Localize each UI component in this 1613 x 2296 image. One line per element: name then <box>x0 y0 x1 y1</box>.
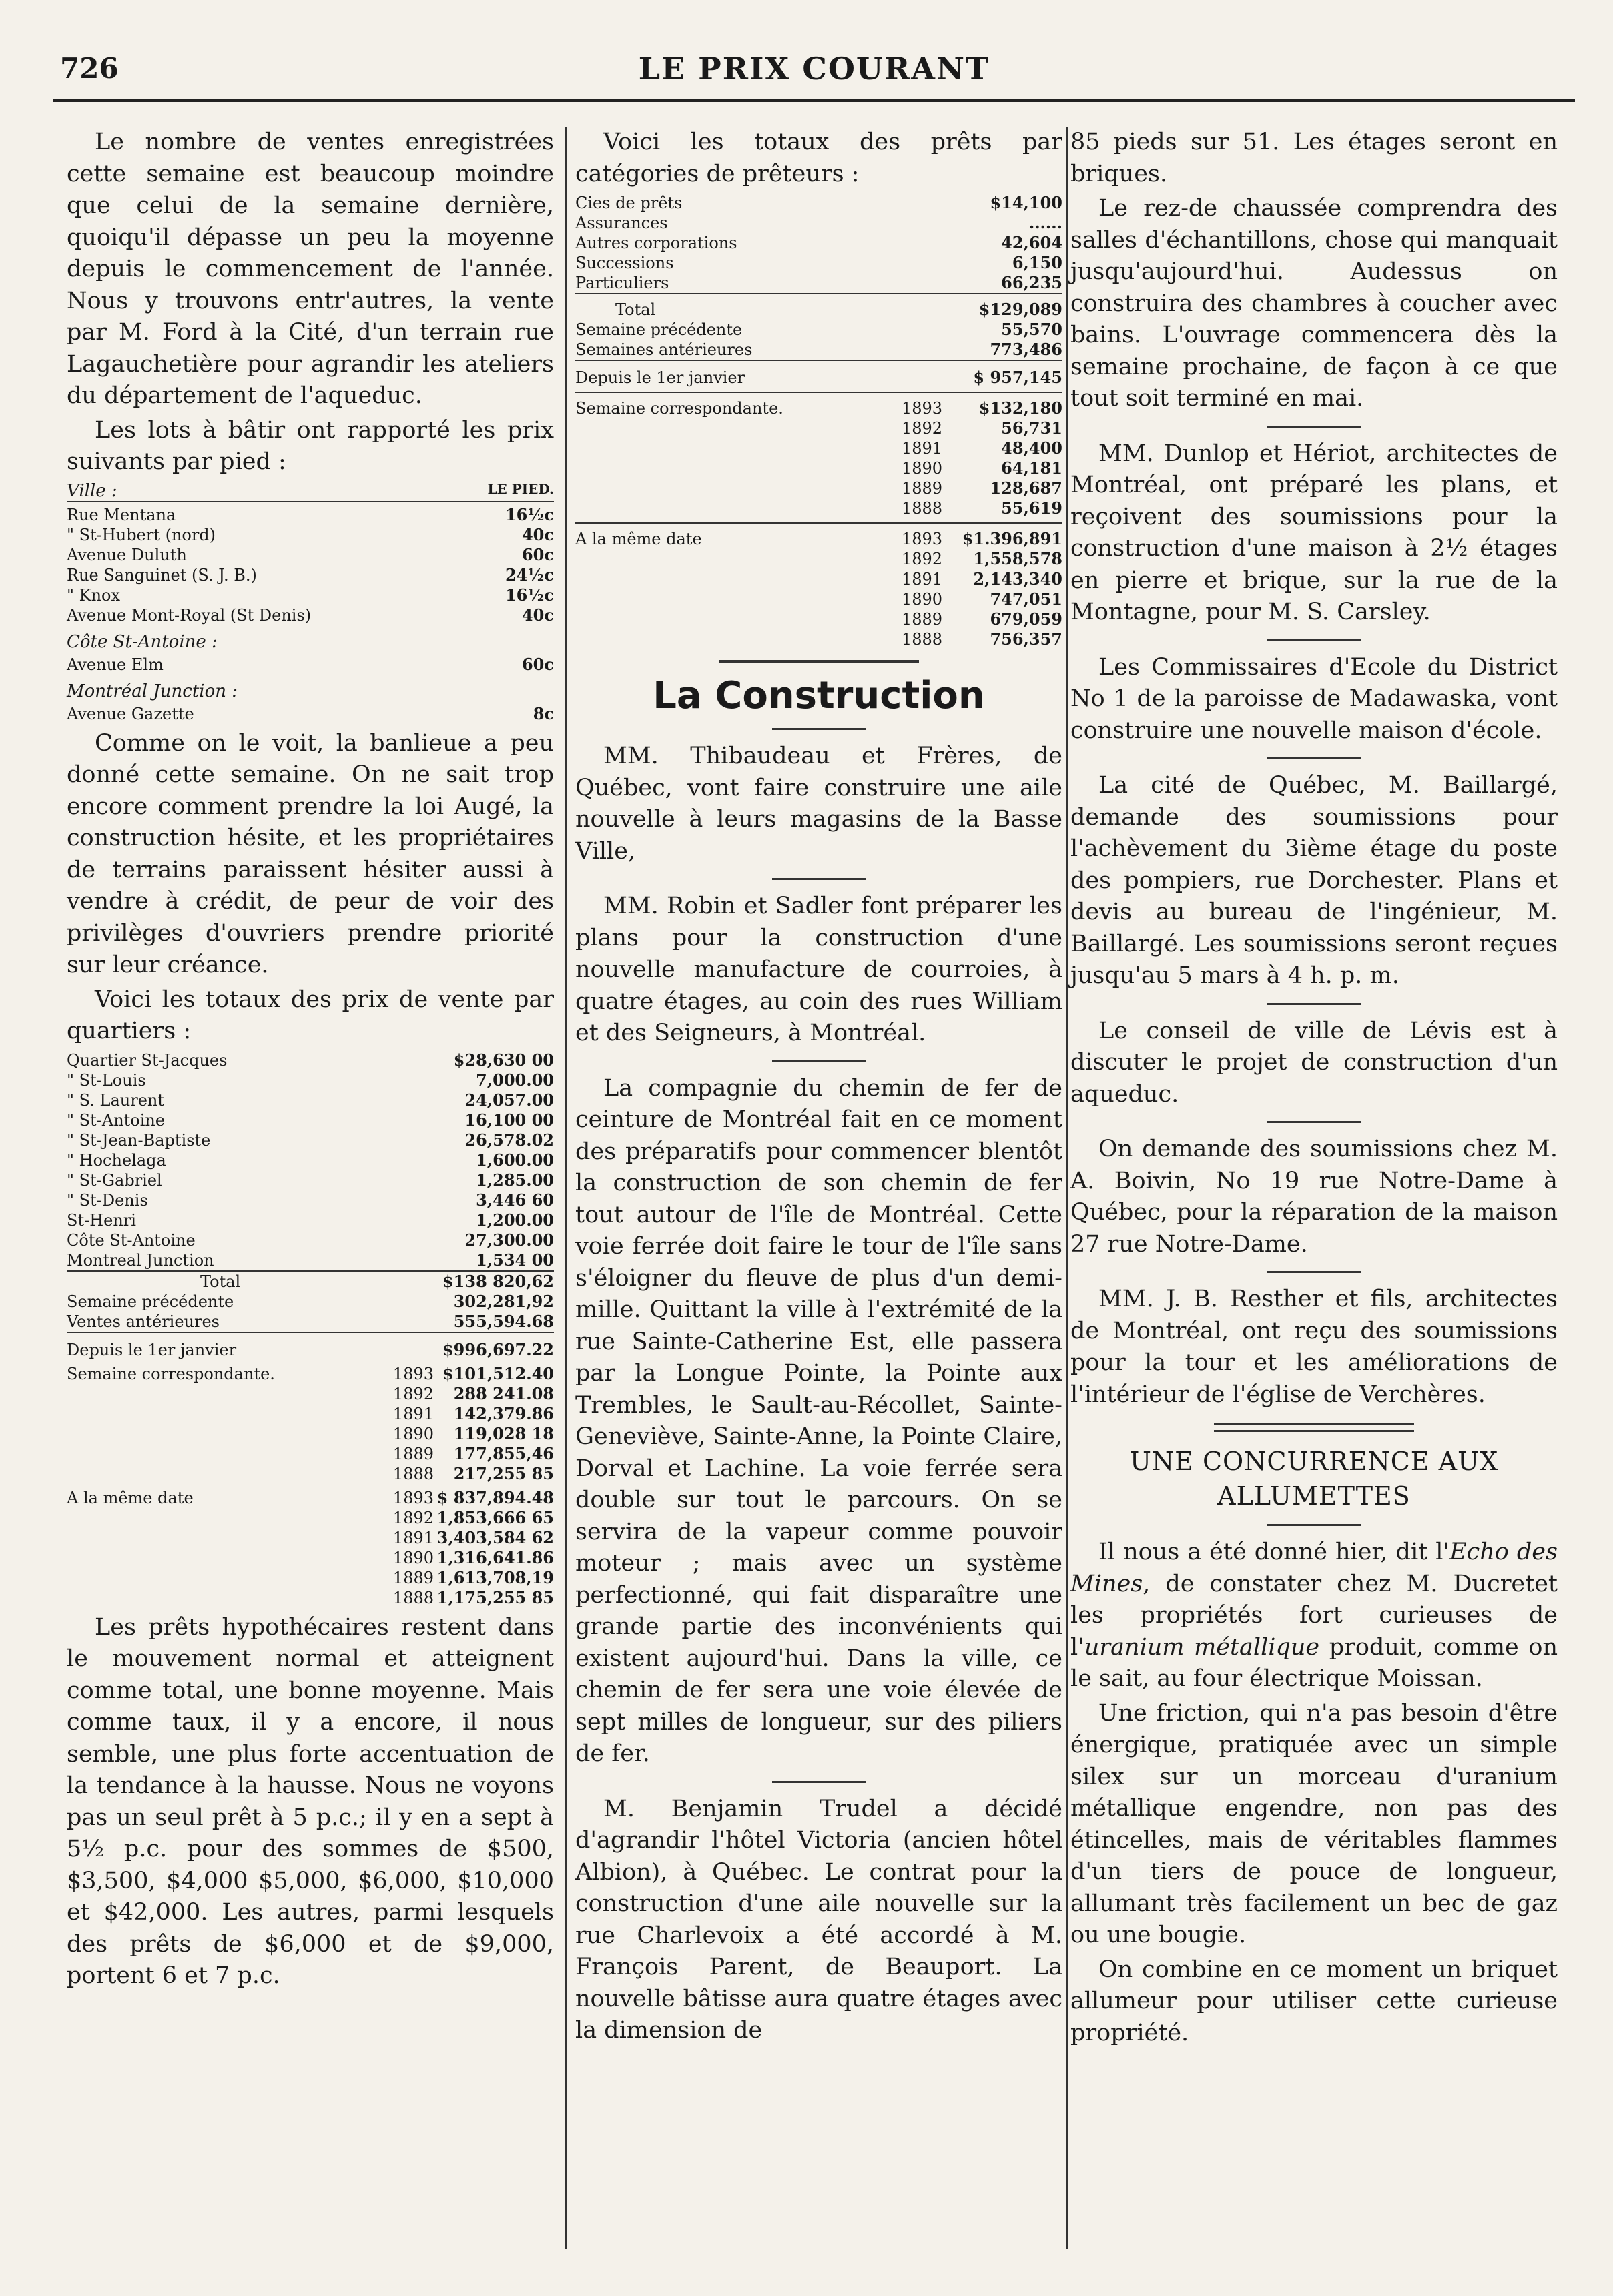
article-heading-line-2: ALLUMETTES <box>1217 1481 1411 1511</box>
column-1 <box>67 127 554 1995</box>
table-row: A la même date 1893 $ 837,894.48 <box>67 1487 554 1507</box>
lots-ville-heading: Ville : <box>67 480 117 501</box>
table-row: 1890 747,051 <box>901 589 1062 609</box>
prets-table <box>575 193 1062 388</box>
paragraph-briquet: On combine en ce moment un briquet allumeur pour utiliser cette curieuse propriété. <box>1070 1956 1558 2046</box>
paragraph-thibaudeau: MM. Thibaudeau et Frères, de Québec, vont faire construire une aile nouvelle à leurs magasins de la Basse Ville, <box>575 743 1062 865</box>
paragraph-rez-de-chaussee: Le rez-de chaussée comprendra des salles d'échantillons, chose qui manquait jusqu'aujourd'hui. Audessus on construira des chambres à coucher avec bains. L'ouvrage commencera dès la semaine prochaine, de façon à ce que tout soit terminé en mai. <box>1070 195 1558 412</box>
table-row: Semaine précédente 302,281,92 <box>67 1291 554 1311</box>
lots-ville-table <box>67 505 554 625</box>
table-row: 1888 1,175,255 85 <box>392 1587 554 1607</box>
table-row: Autres corporations 42,604 <box>575 233 1062 252</box>
divider <box>1267 1121 1361 1123</box>
table-row: 1889 177,855,46 <box>392 1443 554 1463</box>
table-row: Particuliers 66,235 <box>575 273 1062 292</box>
table-row: Successions 6,150 <box>575 253 1062 272</box>
divider <box>1267 426 1361 428</box>
column-3 <box>1070 127 1558 2052</box>
table-row: " St-Denis 3,446 60 <box>67 1190 554 1210</box>
table-row: 1892 1,853,666 65 <box>392 1507 554 1527</box>
quartiers-corresponding-table <box>67 1364 554 1484</box>
table-row: Assurances ...... <box>575 213 1062 232</box>
column-rule-left <box>565 127 567 2249</box>
table-row: 1891 3,403,584 62 <box>392 1527 554 1547</box>
source-name: Echo des Mines <box>1070 1539 1558 1597</box>
paragraph-lots-intro: Les lots à bâtir ont rapporté les prix suivants par pied : <box>67 416 554 475</box>
table-row: Semaine correspondante. 1893 $101,512.40 <box>67 1363 554 1383</box>
table-row: 1889 679,059 <box>901 609 1062 629</box>
table-row: Avenue Mont-Royal (St Denis) 40c <box>67 605 554 625</box>
table-row: St-Henri 1,200.00 <box>67 1210 554 1230</box>
lots-unit-heading: LE PIED. <box>487 480 554 497</box>
table-row: 1892 56,731 <box>901 418 1062 438</box>
prets-corresponding-table <box>575 392 1062 518</box>
column-2 <box>575 127 1062 2050</box>
table-row: 1890 1,316,641.86 <box>392 1547 554 1567</box>
lots-junction-table <box>67 704 554 724</box>
paragraph-quartiers-intro: Voici les totaux des prix de vente par quartiers : <box>67 986 554 1044</box>
table-row: 1888 55,619 <box>901 498 1062 518</box>
paragraph-baillarge: La cité de Québec, M. Baillargé, demande des soumissions pour l'achèvement du 3ième étage du poste des pompiers, rue Dorchester. Plans et devis au bureau de l'ingénieur, M. Baillargé. Les soumissions seront reçues jusqu'au 5 mars à 4 h. p. m. <box>1070 772 1558 989</box>
table-row: 1890 119,028 18 <box>392 1423 554 1443</box>
divider <box>1267 639 1361 641</box>
table-row: 1892 288 241.08 <box>392 1383 554 1403</box>
page-header <box>53 47 1575 102</box>
table-row: Côte St-Antoine 27,300.00 <box>67 1230 554 1250</box>
divider <box>772 1060 866 1062</box>
since-row: Depuis le 1er janvier $ 957,145 <box>575 360 1062 388</box>
lots-table-header <box>67 481 554 502</box>
table-row: Rue Sanguinet (S. J. B.) 24½c <box>67 564 554 585</box>
table-row: Semaines antérieures 773,486 <box>575 340 1062 359</box>
table-row: Montreal Junction 1,534 00 <box>67 1250 554 1270</box>
divider <box>1267 1271 1361 1273</box>
table-row: " Knox 16½c <box>67 585 554 605</box>
journal-title: LE PRIX COURANT <box>638 51 990 87</box>
table-row: " St-Louis 7,000.00 <box>67 1070 554 1090</box>
double-rule-divider <box>1214 1423 1414 1432</box>
paragraph-uranium-intro: Il nous a été donné hier, dit l'Echo des Mines, de constater chez M. Ducretet les propriétés fort curieuses de l'uranium métallique produit, comme on le sait, au four électrique Moissan. <box>1070 1539 1558 1692</box>
section-title-construction: La Construction <box>653 674 985 717</box>
table-row: " St-Hubert (nord) 40c <box>67 524 554 544</box>
paragraph-hotel-victoria: M. Benjamin Trudel a décidé d'agrandir l'hôtel Victoria (ancien hôtel Albion), à Québec. Le contrat pour la construction d'une aile nouvelle sur la rue Charlevoix a été accordé à M. François Parent, de Beauport. La nouvelle bâtisse aura quatre étages avec la dimension de <box>575 1795 1062 2044</box>
paragraph-boivin: On demande des soumissions chez M. A. Boivin, No 19 rue Notre-Dame à Québec, pour la réparation de la maison 27 rue Notre-Dame. <box>1070 1136 1558 1258</box>
table-row: 1891 48,400 <box>901 438 1062 458</box>
table-row: Avenue Duluth 60c <box>67 544 554 564</box>
table-row: Quartier St-Jacques $28,630 00 <box>67 1050 554 1070</box>
table-row: " St-Gabriel 1,285.00 <box>67 1170 554 1190</box>
divider <box>1267 757 1361 759</box>
table-row: " St-Antoine 16,100 00 <box>67 1110 554 1130</box>
table-row: 1892 1,558,578 <box>901 549 1062 568</box>
table-row: Ventes antérieures 555,594.68 <box>67 1311 554 1331</box>
paragraph-dunlop-heriot: MM. Dunlop et Hériot, architectes de Montréal, ont préparé les plans, et reçoivent des soumissions pour la construction d'une maison à 2½ étages en pierre et brique, sur la rue de la Montagne, pour M. S. Carsley. <box>1070 440 1558 625</box>
divider <box>772 1781 866 1783</box>
column-rule-right <box>1066 127 1068 2249</box>
table-row: Semaine correspondante. 1893 $132,180 <box>575 392 1062 418</box>
page-number: 726 <box>60 52 119 85</box>
table-row: Cies de prêts $14,100 <box>575 193 1062 212</box>
divider <box>1267 1524 1361 1526</box>
table-row: " St-Jean-Baptiste 26,578.02 <box>67 1130 554 1150</box>
table-row: Rue Mentana 16½c <box>67 504 554 524</box>
total-row: Total $138 820,62 <box>67 1271 554 1292</box>
paragraph-banlieue: Comme on le voit, la banlieue a peu donné cette semaine. On ne sait trop encore comment prendre la loi Augé, la construction hésite, et les propriétaires de terrains paraissent hésiter aussi à vendre à crédit, de peur de voir des privilèges d'ouvriers prendre priorité sur leur créance. <box>67 729 554 978</box>
junction-heading: Montréal Junction : <box>67 681 238 701</box>
paragraph-sales-summary: Le nombre de ventes enregistrées cette semaine est beaucoup moindre que celui de la semaine dernière, quoiqu'il dépasse un peu la moyenne depuis le commencement de l'année. Nous y trouvons entr'autres, la vente par M. Ford à la Cité, d'un terrain rue Lagauchetière pour agrandir les ateliers du département de l'aqueduc. <box>67 129 554 409</box>
paragraph-prets-intro: Voici les totaux des prêts par catégories de prêteurs : <box>575 129 1062 187</box>
paragraph-robin-sadler: MM. Robin et Sadler font préparer les plans pour la construction d'une nouvelle manufacture de courroies, à quatre étages, au coin des rues William et des Seigneurs, à Montréal. <box>575 893 1062 1046</box>
prets-same-date-table <box>575 522 1062 649</box>
paragraph-hotel-continued: 85 pieds sur 51. Les étages seront en briques. <box>1070 129 1558 187</box>
since-row: Depuis le 1er janvier $996,697.22 <box>67 1332 554 1360</box>
total-row: Total $129,089 <box>575 294 1062 320</box>
table-row: " Hochelaga 1,600.00 <box>67 1150 554 1170</box>
lots-cote-table <box>67 655 554 675</box>
table-row: 1889 1,613,708,19 <box>392 1567 554 1587</box>
table-row: 1888 756,357 <box>901 629 1062 649</box>
article-heading-line-1: UNE CONCURRENCE AUX <box>1129 1447 1499 1476</box>
table-row: 1889 128,687 <box>901 478 1062 498</box>
paragraph-friction: Une friction, qui n'a pas besoin d'être énergique, pratiquée avec un simple silex sur un morceau d'uranium métallique engendre, non pas des étincelles, mais de véritables flammes d'un tiers de pouce de longueur, allumant très facilement un bec de gaz ou une bougie. <box>1070 1699 1558 1948</box>
table-row: 1890 64,181 <box>901 458 1062 478</box>
table-row: A la même date 1893 $1.396,891 <box>575 523 1062 549</box>
quartiers-same-date-table <box>67 1488 554 1608</box>
term-uranium: uranium métallique <box>1084 1633 1320 1661</box>
article-heading <box>1070 1444 1558 1513</box>
paragraph-resther: MM. J. B. Resther et fils, architectes de Montréal, ont reçu des soumissions pour la tour et les améliorations de l'intérieur de l'église de Verchères. <box>1070 1286 1558 1408</box>
paragraph-prets-hypothecaires: Les prêts hypothécaires restent dans le mouvement normal et atteignent comme total, une bonne moyenne. Mais comme taux, il y a encore, il nous semble, une plus forte accentuation de la tendance à la hausse. Nous ne voyons pas un seul prêt à 5 p.c.; il y en a sept à 5½ p.c. pour des sommes de $500, $3,500, $4,000 $5,000, $6,000, $10,000 et $42,000. Les autres, parmi lesquels des prêts de $6,000 et de $9,000, portent 6 et 7 p.c. <box>67 1613 554 1989</box>
paragraph-madawaska: Les Commissaires d'Ecole du District No 1 de la paroisse de Madawaska, vont construire une nouvelle maison d'école. <box>1070 653 1558 744</box>
table-row: Avenue Gazette 8c <box>67 703 554 723</box>
table-row: 1891 142,379.86 <box>392 1403 554 1423</box>
table-row: 1888 217,255 85 <box>392 1463 554 1483</box>
table-row: 1891 2,143,340 <box>901 569 1062 589</box>
paragraph-chemin-de-fer: La compagnie du chemin de fer de ceinture de Montréal fait en ce moment des préparatifs pour commencer blentôt la construction de son chemin de fer tout autour de l'île de Montréal. Cette voie ferrée doit faire le tour de l'île sans s'éloigner du fleuve de plus d'un demi-mille. Quittant la ville à l'extrémité de la rue Sainte-Catherine Est, elle passera par la Longue Pointe, la Pointe aux Trembles, le Sault-au-Récollet, Sainte-Geneviève, Sainte-Anne, la Pointe Claire, Dorval et Lachine. La voie ferrée sera double sur tout le parcours. On se servira de la vapeur comme pouvoir moteur ; mais avec un système perfectionné, qui fait disparaître une grande partie des inconvénients qui existent aujourd'hui. Dans la ville, ce chemin de fer sera une voie élevée de sept milles de longueur, sur des piliers de fer. <box>575 1074 1062 1767</box>
quartiers-table <box>67 1050 554 1360</box>
table-row: " S. Laurent 24,057.00 <box>67 1090 554 1110</box>
divider <box>772 878 866 880</box>
cote-heading: Côte St-Antoine : <box>67 631 218 652</box>
table-row: Avenue Elm 60c <box>67 654 554 674</box>
table-row: Semaine précédente 55,570 <box>575 320 1062 339</box>
ornament-divider <box>719 660 919 663</box>
paragraph-levis: Le conseil de ville de Lévis est à discuter le projet de construction d'un aqueduc. <box>1070 1017 1558 1108</box>
divider <box>772 728 866 730</box>
divider <box>1267 1003 1361 1005</box>
